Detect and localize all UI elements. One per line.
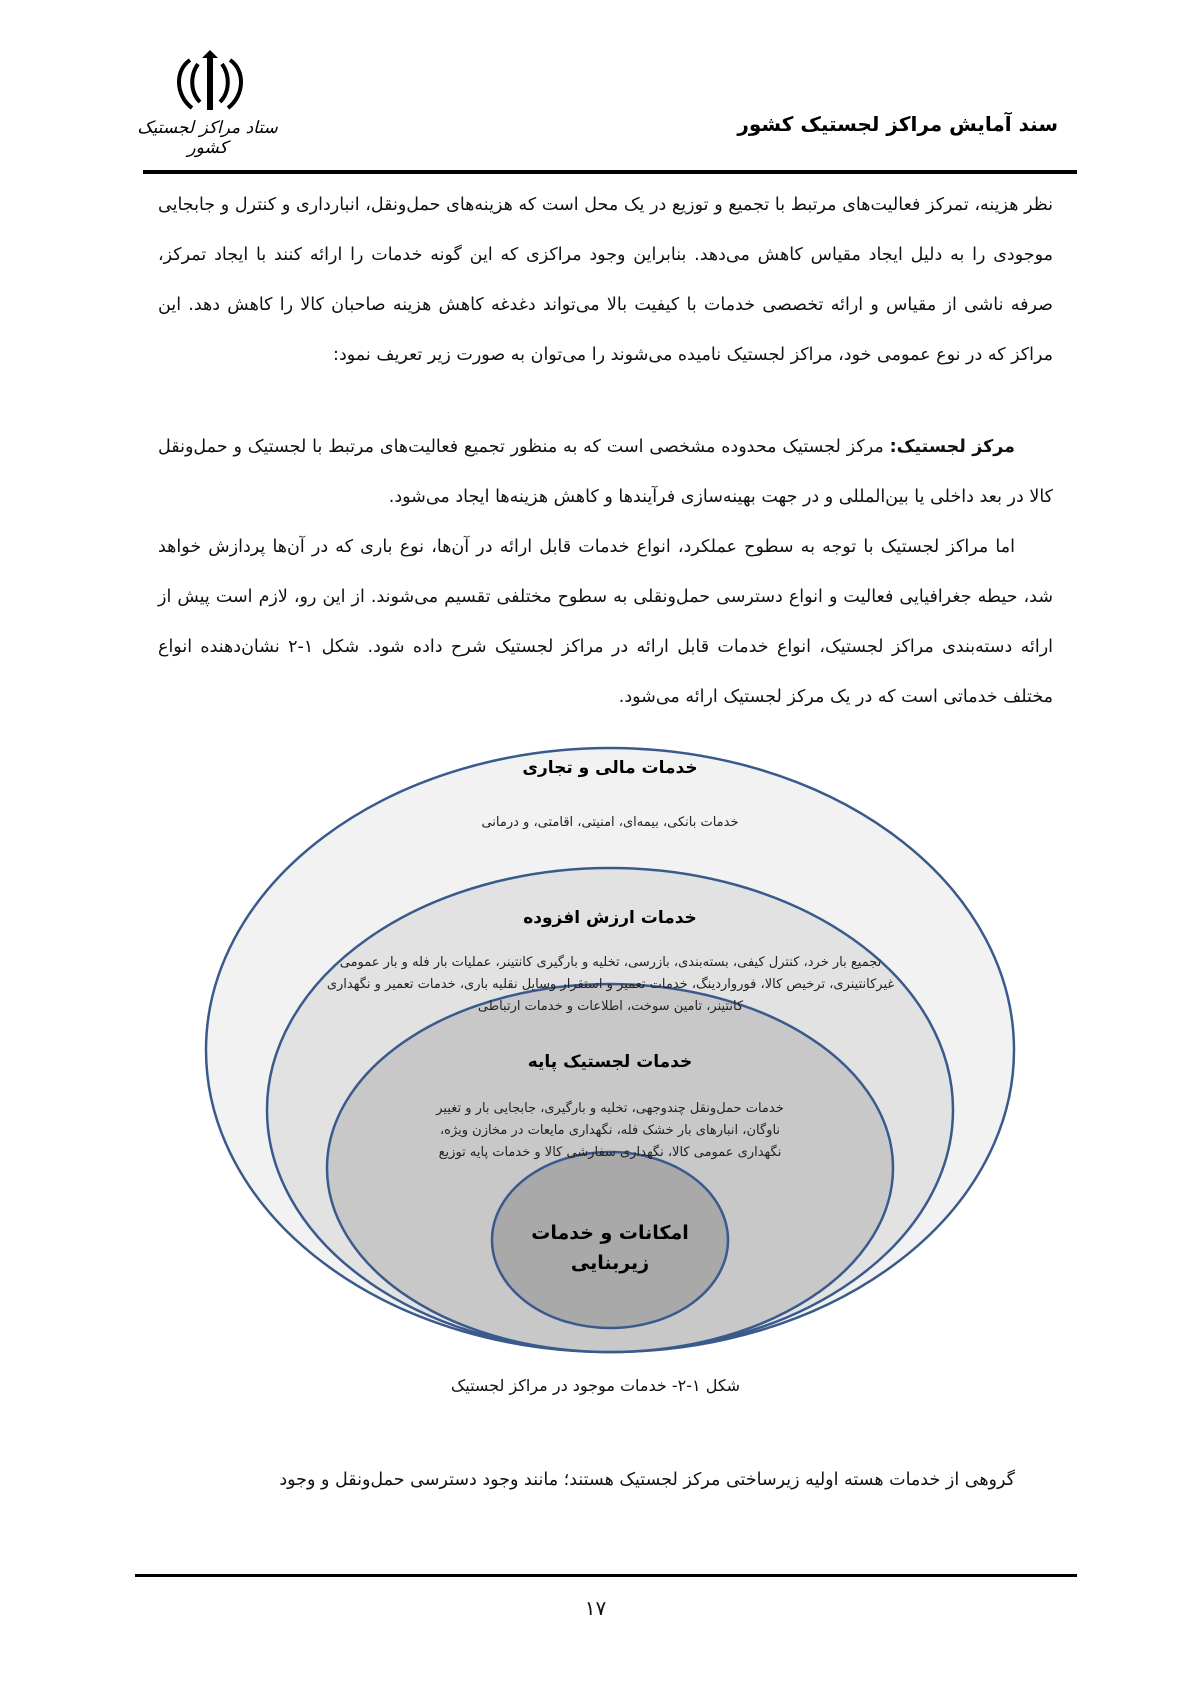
- definition-line: [158, 422, 1053, 522]
- financial-services-desc: خدمات بانکی، بیمه‌ای، امنیتی، اقامتی، و درمانی: [481, 815, 739, 830]
- footer-divider: [135, 1574, 1077, 1577]
- paragraph-definition: [158, 422, 1053, 522]
- paragraph-intro: [158, 180, 1053, 380]
- document-title: سند آمایش مراکز لجستیک کشور: [737, 112, 1058, 136]
- basic-logistics-services-desc: خدمات حمل‌ونقل چندوجهی، تخلیه و بارگیری، جابجایی بار و تغییر ناوگان، انبارهای بار خشک فله، نگهداری مایعات در مخازن ویژه، نگهداری عمومی کالا، نگهداری سفارشی کالا و خدمات پایه توزیع: [436, 1101, 784, 1160]
- value-added-services-title: خدمات ارزش افزوده: [523, 908, 697, 928]
- value-added-services-desc: تجمیع بار خرد، کنترل کیفی، بسته‌بندی، بازرسی، تخلیه و بارگیری کانتینر، عملیات بار فله و بار عمومی غیرکانتینری، ترخیص کالا، فورواردینگ، خدمات تعمیر و استقرار وسایل نقلیه باری، خدمات تعمیر و نگهداری کانتینر، تامین سوخت، اطلاعات و خدمات ارتباطی: [326, 955, 895, 1014]
- definition-text: مرکز لجستیک محدوده مشخصی است که به منظور تجمیع فعالیت‌های مرتبط با لجستیک و حمل‌ونقل کالا در بعد داخلی یا بین‌المللی و در جهت بهینه‌سازی فرآیندها و کاهش هزینه‌ها ایجاد می‌شود.: [158, 437, 1053, 507]
- organization-name: ستاد مراکز لجستیک کشور: [137, 118, 278, 158]
- header-divider: [143, 170, 1077, 174]
- paragraph-text: نظر هزینه، تمرکز فعالیت‌های مرتبط با تجمیع و توزیع در یک محل است که هزینه‌های حمل‌ونقل، انبارداری و کنترل و جابجایی موجودی را به دلیل ایجاد مقیاس کاهش می‌دهد. بنابراین وجود مراکزی که این گونه خدمات را ارائه کنند با ایجاد تمرکز، صرفه ناشی از مقیاس و ارائه تخصصی خدمات با کیفیت بالا می‌تواند دغدغه کاهش هزینه صاحبان کالا را کاهش دهد. این مراکز که در نوع عمومی خود، مراکز لجستیک نامیده می‌شوند را می‌توان به صورت زیر تعریف نمود:: [158, 195, 1053, 365]
- paragraph-continuation: [158, 1455, 1053, 1505]
- basic-logistics-services-title: خدمات لجستیک پایه: [527, 1052, 693, 1072]
- logistics-services-diagram: [200, 740, 1020, 1360]
- paragraph-text: گروهی از خدمات هسته اولیه زیرساختی مرکز لجستیک هستند؛ مانند وجود دسترسی حمل‌ونقل و وجود: [279, 1470, 1015, 1490]
- financial-services-title: خدمات مالی و تجاری: [522, 758, 698, 778]
- figure-caption: شکل ۱-۲- خدمات موجود در مراکز لجستیک: [450, 1376, 741, 1395]
- definition-term: مرکز لجستیک:: [889, 437, 1016, 457]
- paragraph-text: اما مراکز لجستیک با توجه به سطوح عملکرد، انواع خدمات قابل ارائه در آن‌ها، نوع باری که در آن‌ها پردازش خواهد شد، حیطه جغرافیایی فعالیت و انواع دسترسی حمل‌ونقلی به سطوح مختلفی تقسیم می‌شوند. از این رو، لازم است پیش از ارائه دسته‌بندی مراکز لجستیک، انواع خدمات قابل ارائه در مراکز لجستیک شرح داده شود. شکل ۱-۲ نشان‌دهنده انواع مختلف خدماتی است که در یک مرکز لجستیک ارائه می‌شود.: [158, 537, 1054, 707]
- paragraph-classification: [158, 522, 1053, 722]
- infrastructure-services-title: امکانات و خدمات زیربنایی: [531, 1222, 689, 1274]
- page-number: ۱۷: [584, 1596, 607, 1620]
